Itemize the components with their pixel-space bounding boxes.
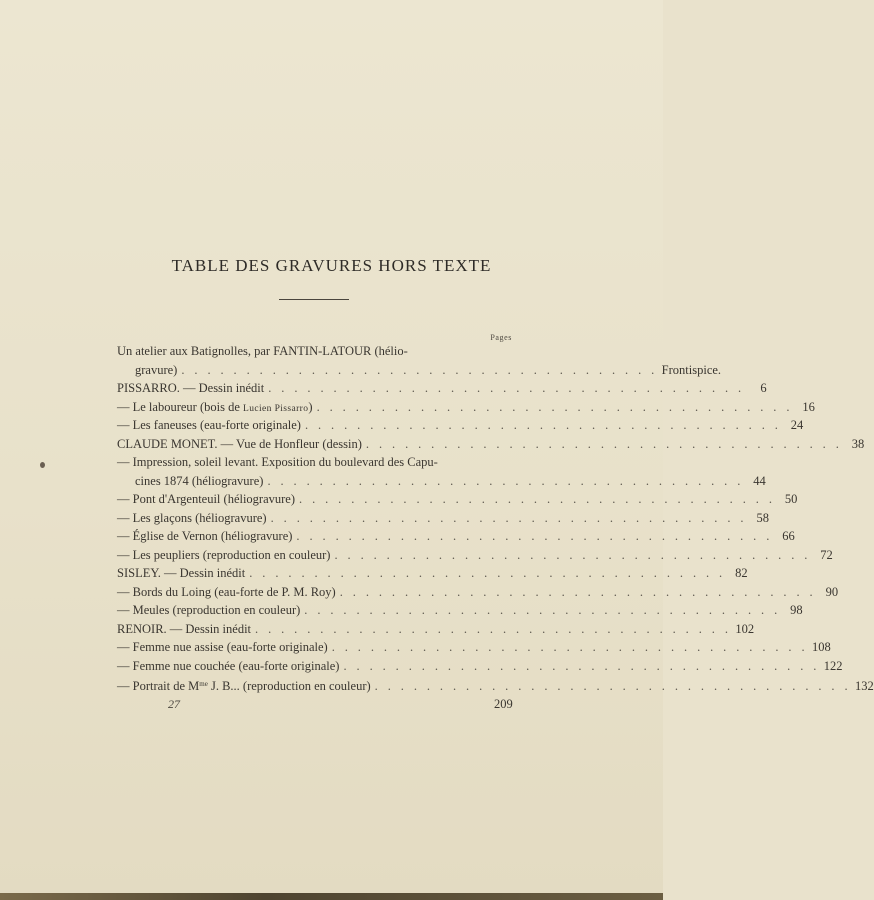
- entry-page: 58: [756, 510, 769, 525]
- entry-page: 66: [782, 529, 795, 543]
- entry-title: PISSARRO. — Dessin inédit: [117, 381, 265, 395]
- entry-page: 90: [825, 584, 839, 599]
- entry-title: — Église de Vernon (héliogravure): [117, 529, 293, 543]
- dot-leader: . . . . . . . . . . . . . . . . . . . . . . . . . . . . . . . . . . . . .: [267, 473, 744, 488]
- entry-title: gravure): [135, 362, 178, 377]
- dot-leader: . . . . . . . . . . . . . . . . . . . . . . . . . . . . . . . . . . . . .: [339, 584, 817, 599]
- foxing-spot: [40, 462, 45, 468]
- entry-title-part: — Portrait de M: [117, 679, 200, 693]
- entry-page: 108: [812, 640, 831, 654]
- dot-leader: . . . . . . . . . . . . . . . . . . . . . . . . . . . . . . . . . . . . .: [374, 679, 851, 693]
- list-item: [117, 583, 839, 602]
- entry-page: 24: [790, 418, 804, 432]
- entry-title: — Pont d'Argenteuil (héliogravure): [117, 492, 296, 506]
- list-item: [117, 379, 767, 398]
- entry-page: 132: [855, 679, 874, 693]
- list-item: [117, 620, 755, 639]
- list-item: [117, 657, 843, 676]
- entry-title: — Les faneuses (eau-forte originale): [117, 418, 301, 432]
- dot-leader: . . . . . . . . . . . . . . . . . . . . . . . . . . . . . . . . . . . . .: [296, 529, 773, 543]
- entry-title: RENOIR. — Dessin inédit: [117, 621, 252, 636]
- entry-page: 6: [760, 381, 767, 395]
- list-item: [117, 472, 766, 491]
- list-item: [117, 490, 798, 509]
- entry-page: 44: [753, 473, 766, 488]
- plates-list: [117, 342, 874, 694]
- page-edge: [0, 893, 663, 900]
- dot-leader: . . . . . . . . . . . . . . . . . . . . . . . . . . . . . . . . . . . . .: [304, 418, 782, 432]
- entry-page: 38: [851, 436, 865, 451]
- entry-page: Frontispice.: [661, 362, 722, 377]
- page-number: 209: [494, 697, 513, 711]
- entry-title: [117, 675, 371, 696]
- dot-leader: . . . . . . . . . . . . . . . . . . . . . . . . . . . . . . . . . . . . .: [181, 362, 658, 377]
- list-item: [117, 416, 804, 435]
- list-item: [117, 546, 833, 565]
- dot-leader: . . . . . . . . . . . . . . . . . . . . . . . . . . . . . . . . . . . . .: [331, 640, 809, 654]
- page-title: TABLE DES GRAVURES HORS TEXTE: [171, 256, 492, 275]
- entry-page: 98: [790, 603, 803, 617]
- entry-title: — Les glaçons (héliogravure): [117, 510, 267, 525]
- artist-name-small-caps: Lucien Pissarro: [243, 403, 309, 414]
- entry-title: — Meules (reproduction en couleur): [117, 603, 301, 617]
- list-item: [117, 564, 748, 583]
- entry-page: 102: [735, 621, 755, 636]
- dot-leader: . . . . . . . . . . . . . . . . . . . . . . . . . . . . . . . . . . . . .: [249, 566, 726, 580]
- dot-leader: . . . . . . . . . . . . . . . . . . . . . . . . . . . . . . . . . . . . .: [343, 658, 820, 673]
- pages-column-label: Pages: [490, 333, 512, 342]
- list-item: [117, 527, 795, 546]
- signature-mark: 27: [168, 697, 180, 711]
- entry-title: — Femme nue couchée (eau-forte originale): [117, 658, 340, 673]
- entry-title: SISLEY. — Dessin inédit: [117, 566, 246, 580]
- entry-title: CLAUDE MONET. — Vue de Honfleur (dessin): [117, 436, 362, 451]
- entry-page: 16: [802, 399, 815, 414]
- dot-leader: . . . . . . . . . . . . . . . . . . . . . . . . . . . . . . . . . . . . .: [316, 399, 793, 414]
- list-item: [117, 638, 831, 657]
- entry-page: 82: [735, 566, 748, 580]
- entry-title: cines 1874 (héliogravure): [135, 473, 264, 488]
- list-item: [117, 601, 803, 620]
- dot-leader: . . . . . . . . . . . . . . . . . . . . . . . . . . . . . . . . . . . . .: [268, 381, 745, 395]
- entry-title: — Femme nue assise (eau-forte originale): [117, 640, 328, 654]
- entry-page: 72: [820, 547, 833, 562]
- entry-title-part: ): [308, 399, 313, 414]
- dot-leader: . . . . . . . . . . . . . . . . . . . . . . . . . . . . . . . . . . . . .: [255, 621, 732, 636]
- entry-title: Un atelier aux Batignolles, par FANTIN-LATOUR (hélio-: [117, 344, 408, 358]
- entry-title: — Les peupliers (reproduction en couleur): [117, 547, 331, 562]
- list-item: [117, 361, 722, 380]
- dot-leader: . . . . . . . . . . . . . . . . . . . . . . . . . . . . . . . . . . . . .: [334, 547, 811, 562]
- entry-title: — Impression, soleil levant. Exposition du boulevard des Capu-: [117, 455, 438, 469]
- dot-leader: . . . . . . . . . . . . . . . . . . . . . . . . . . . . . . . . . . . . .: [304, 603, 781, 617]
- list-item: [117, 509, 769, 528]
- list-item: [117, 453, 512, 472]
- title-rule: [279, 299, 349, 300]
- dot-leader: . . . . . . . . . . . . . . . . . . . . . . . . . . . . . . . . . . . . .: [270, 510, 747, 525]
- entry-page: 50: [784, 492, 798, 506]
- dot-leader: . . . . . . . . . . . . . . . . . . . . . . . . . . . . . . . . . . . . .: [365, 436, 843, 451]
- entry-title: [117, 398, 313, 419]
- list-item: [117, 342, 512, 361]
- entry-title-part: — Le laboureur (bois de: [117, 399, 244, 414]
- list-item: [117, 398, 815, 417]
- entry-title: — Bords du Loing (eau-forte de P. M. Roy): [117, 584, 336, 599]
- superscript: me: [199, 680, 208, 688]
- entry-title-part: J. B... (reproduction en couleur): [207, 679, 371, 693]
- entry-page: 122: [823, 658, 843, 673]
- list-item: [117, 675, 874, 694]
- dot-leader: . . . . . . . . . . . . . . . . . . . . . . . . . . . . . . . . . . . . .: [299, 492, 776, 506]
- list-item: [117, 435, 865, 454]
